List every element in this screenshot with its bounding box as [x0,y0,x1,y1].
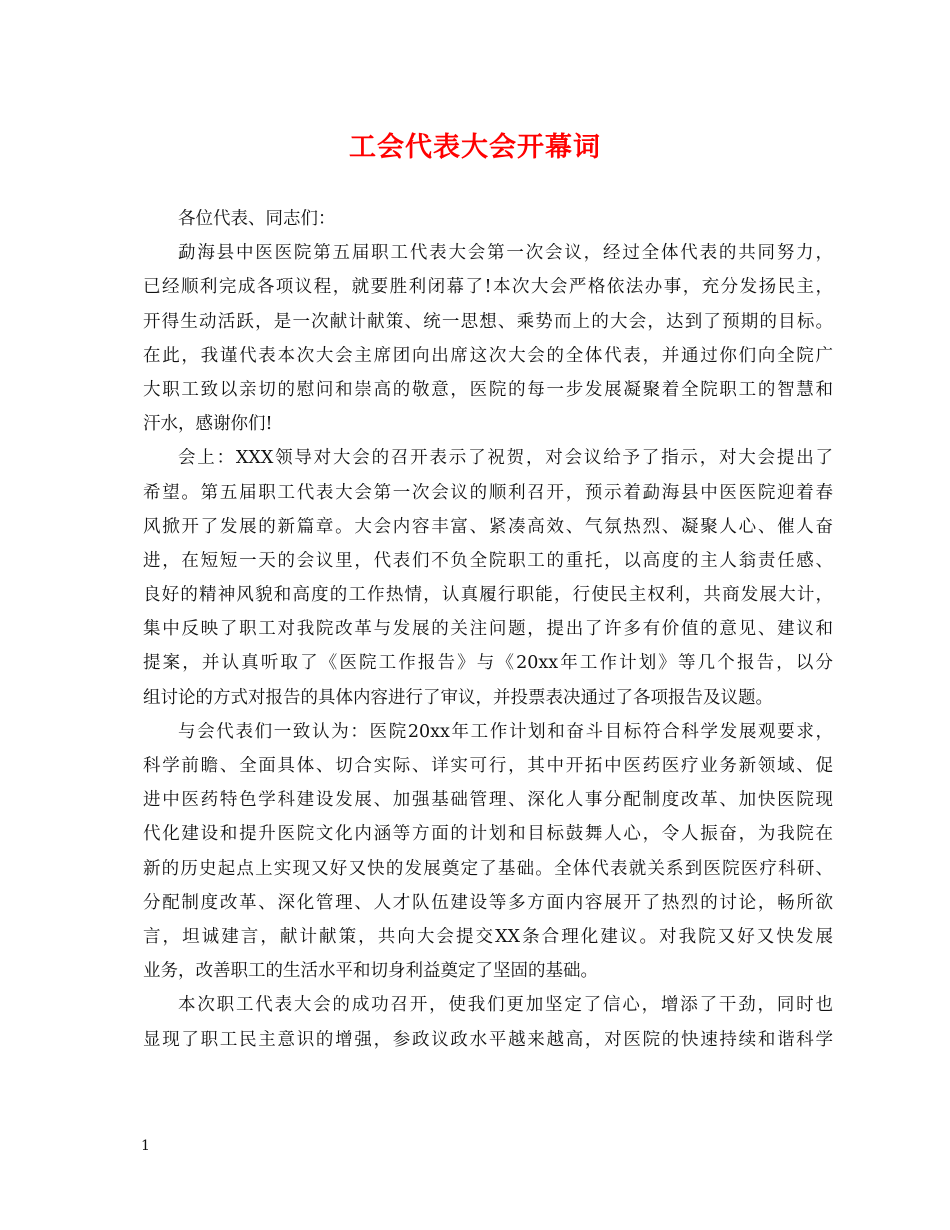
paragraph-line: 风掀开了发展的新篇章。大会内容丰富、紧凑高效、气氛热烈、凝聚人心、催人奋 [143,516,833,537]
paragraph-line: 提案，并认真听取了《医院工作报告》与《20xx年工作计划》等几个报告，以分 [143,653,833,674]
paragraph-line: 分配制度改革、深化管理、人才队伍建设等多方面内容展开了热烈的讨论，畅所欲 [143,892,833,913]
paragraph-line: 显现了职工民主意识的增强，参政议政水平越来越高，对医院的快速持续和谐科学 [143,1029,833,1050]
paragraph-line: 良好的精神风貌和高度的工作热情，认真履行职能，行使民主权利，共商发展大计， [143,585,833,606]
paragraph-line: 代化建设和提升医院文化内涵等方面的计划和目标鼓舞人心，令人振奋，为我院在 [143,824,833,845]
paragraph-line: 勐海县中医医院第五届职工代表大会第一次会议，经过全体代表的共同努力， [178,243,833,264]
paragraph-line: 会上：XXX领导对大会的召开表示了祝贺，对会议给予了指示，对大会提出了 [178,448,833,469]
paragraph-line: 希望。第五届职工代表大会第一次会议的顺利召开，预示着勐海县中医医院迎着春 [143,482,833,503]
paragraph-line: 开得生动活跃，是一次献计献策、统一思想、乘势而上的大会，达到了预期的目标。 [143,311,833,332]
document-title: 工会代表大会开幕词 [349,132,601,163]
paragraph-line: 与会代表们一致认为：医院20xx年工作计划和奋斗目标符合科学发展观要求， [178,721,833,742]
paragraph-line: 言，坦诚建言，献计献策，共向大会提交XX条合理化建议。对我院又好又快发展 [143,926,833,947]
paragraph-line: 进，在短短一天的会议里，代表们不负全院职工的重托，以高度的主人翁责任感、 [143,550,833,571]
paragraph-line: 新的历史起点上实现又好又快的发展奠定了基础。全体代表就关系到医院医疗科研、 [143,858,833,879]
paragraph-line: 汗水，感谢你们! [143,414,273,435]
page-number: 1 [141,1138,150,1154]
paragraph-line: 已经顺利完成各项议程，就要胜利闭幕了!本次大会严格依法办事，充分发扬民主， [143,277,833,298]
paragraph-line: 本次职工代表大会的成功召开，使我们更加坚定了信心，增添了干劲，同时也 [178,995,833,1016]
paragraph-line: 组讨论的方式对报告的具体内容进行了审议，并投票表决通过了各项报告及议题。 [143,687,773,708]
paragraph-line: 在此，我谨代表本次大会主席团向出席这次大会的全体代表，并通过你们向全院广 [143,345,833,366]
paragraph-line: 集中反映了职工对我院改革与发展的关注问题，提出了许多有价值的意见、建议和 [143,619,833,640]
paragraph-line: 科学前瞻、全面具体、切合实际、详实可行，其中开拓中医药医疗业务新领域、促 [143,756,833,776]
paragraph-line: 各位代表、同志们： [178,209,336,229]
document-body [143,202,833,1057]
paragraph-line: 业务，改善职工的生活水平和切身利益奠定了坚固的基础。 [143,961,598,982]
paragraph-line: 进中医药特色学科建设发展、加强基础管理、深化人事分配制度改革、加快医院现 [143,790,833,811]
paragraph-line: 大职工致以亲切的慰问和崇高的敬意，医院的每一步发展凝聚着全院职工的智慧和 [143,379,833,400]
